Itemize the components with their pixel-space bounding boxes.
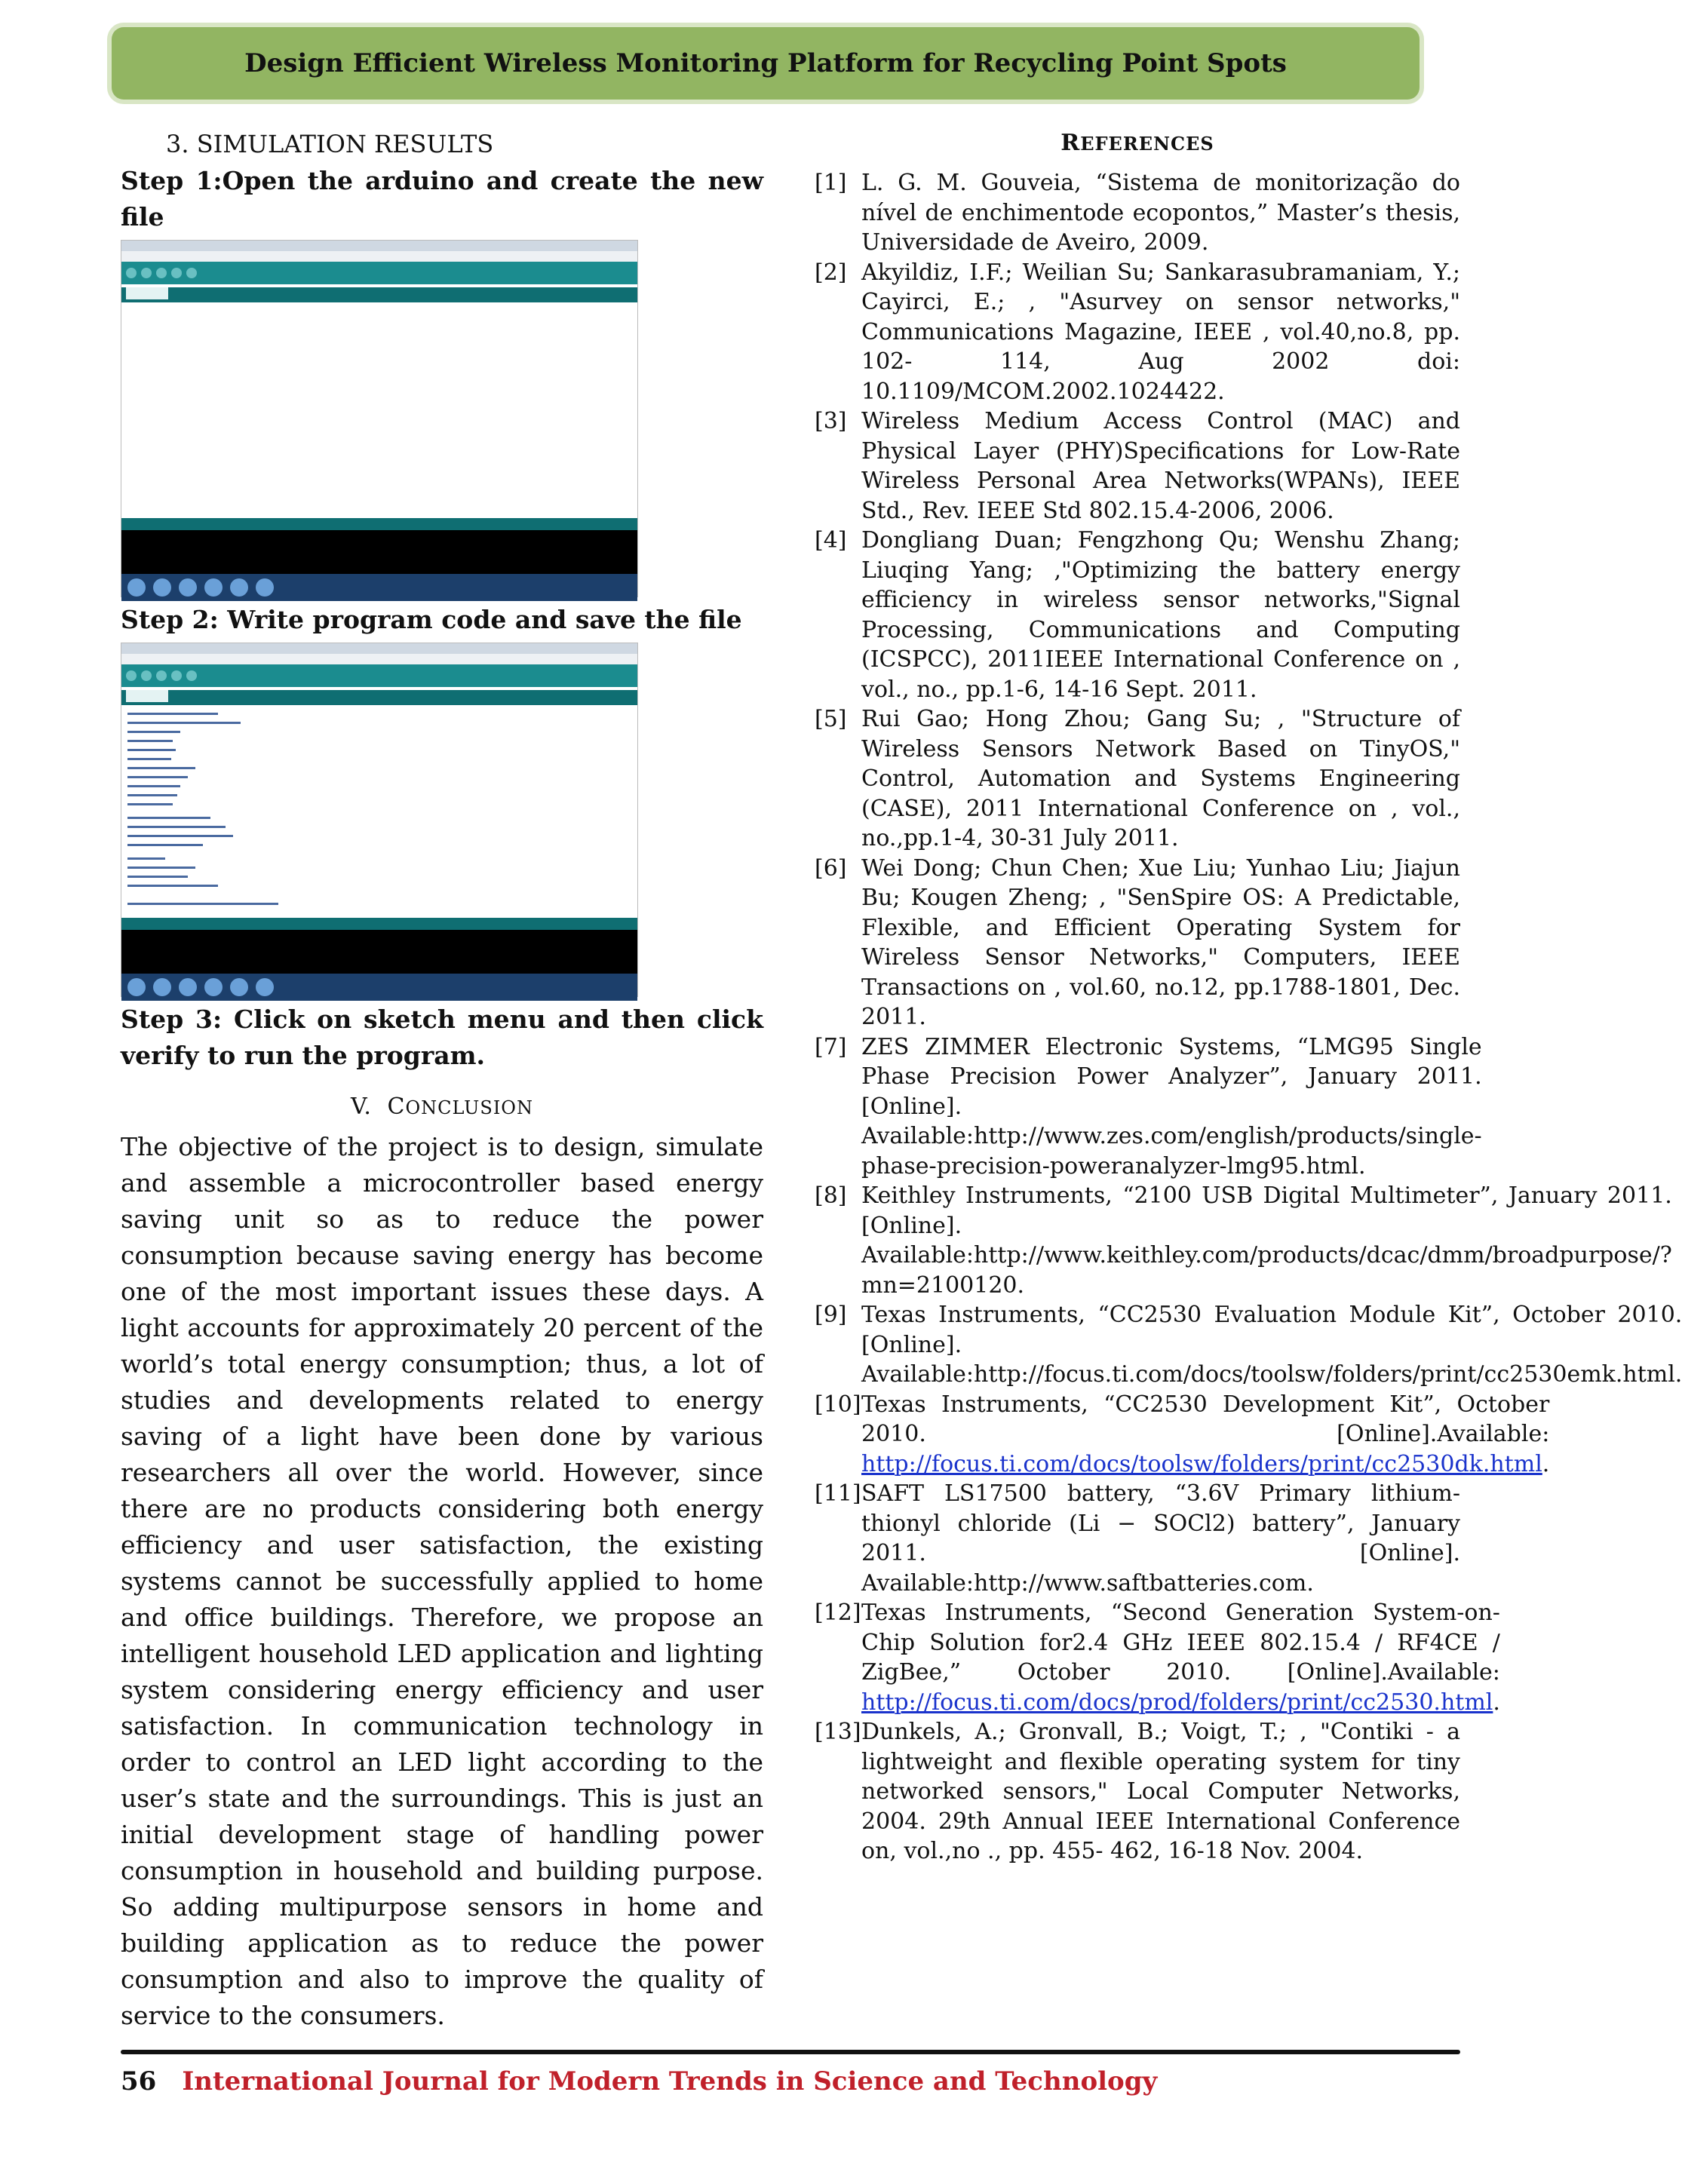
open-icon: [171, 268, 182, 278]
reference-body: Akyildiz, I.F.; Weilian Su; Sankarasubramaniam, Y.; Cayirci, E.; , "Asurvey on sensor networks," Communications Magazine, IEEE , vol.40,no.8, pp. 102- 114, Aug 2002 doi: 10.1109/MCOM.2002.1024422.: [861, 259, 1460, 405]
conclusion-first-letter: C: [387, 1094, 406, 1120]
taskbar-app-icon: [204, 978, 223, 996]
reference-text: [861, 1717, 1460, 1867]
save-icon: [186, 268, 197, 278]
reference-number: [1]: [815, 170, 847, 196]
reference-item: [815, 526, 1460, 704]
code-line: [127, 817, 210, 819]
code-line: [127, 857, 165, 860]
code-line: [127, 903, 278, 905]
step2-caption: Step 2: Write program code and save the file: [121, 605, 742, 634]
taskbar-app-icon: [153, 978, 171, 996]
reference-item: [815, 1717, 1460, 1867]
taskbar-app-icon: [204, 578, 223, 597]
references-heading: [815, 130, 1460, 156]
conclusion-rest: ONCLUSION: [405, 1097, 533, 1118]
reference-body: Dongliang Duan; Fengzhong Qu; Wenshu Zhang; Liuqing Yang; ,"Optimizing the battery energy efficiency in wireless sensor networks,"Signal Processing, Communications and Computing (ICSPCC), 2011IEEE International Conference on , vol., no., pp.1-6, 14-16 Sept. 2011.: [861, 527, 1460, 703]
reference-number: [7]: [815, 1033, 847, 1060]
reference-body: Texas Instruments, “CC2530 Evaluation Module Kit”, October 2010.[Online]. Available:http://focus.ti.com/docs/toolsw/folders/print/cc2530emk.html.: [861, 1302, 1682, 1388]
upload-icon: [141, 268, 152, 278]
reference-item: [815, 1032, 1482, 1182]
arduino-taskbar-icon: [256, 578, 274, 597]
reference-text: [861, 258, 1460, 407]
reference-item: [815, 704, 1460, 854]
journal-name: International Journal for Modern Trends in Science and Technology: [182, 2066, 1158, 2097]
windows-taskbar: [121, 974, 637, 1001]
taskbar-app-icon: [153, 578, 171, 597]
reference-item: [815, 854, 1460, 1032]
taskbar-app-icon: [230, 978, 248, 996]
console-area: [121, 530, 637, 574]
reference-body: Wireless Medium Access Control (MAC) and Physical Layer (PHY)Specifications for Low-Rate Wireless Personal Area Networks(WPANs), IEEE Std., Rev. IEEE Std 802.15.4-2006, 2006.: [861, 408, 1460, 524]
reference-link[interactable]: http://focus.ti.com/docs/toolsw/folders/print/cc2530dk.html: [861, 1450, 1542, 1477]
reference-number: [3]: [815, 408, 847, 434]
code-line: [127, 785, 180, 787]
code-line: [127, 713, 218, 715]
section-title: 3. SIMULATION RESULTS: [166, 130, 494, 158]
console-area: [121, 930, 637, 974]
header-title: Design Efficient Wireless Monitoring Platform for Recycling Point Spots: [244, 48, 1287, 78]
code-line: [127, 731, 180, 733]
reference-number: [5]: [815, 706, 847, 732]
reference-text: [861, 1598, 1500, 1717]
window-titlebar: [121, 643, 637, 654]
menu-bar: [121, 654, 637, 664]
code-editor-filled: [121, 705, 637, 918]
open-icon: [171, 670, 182, 681]
reference-text: [861, 168, 1460, 258]
code-line: [127, 803, 173, 805]
start-icon: [127, 578, 146, 597]
conclusion-heading: [121, 1094, 763, 1120]
reference-body: ZES ZIMMER Electronic Systems, “LMG95 Single Phase Precision Power Analyzer”, January 2011. [Online]. Available:http://www.zes.com/english/products/single-phase-precision-poweranalyzer-lmg95.html.: [861, 1033, 1482, 1179]
footer-rule: [121, 2050, 1460, 2054]
taskbar-app-icon: [179, 978, 197, 996]
code-line: [127, 767, 195, 769]
references-rest: EFERENCES: [1080, 133, 1214, 155]
code-line: [127, 885, 218, 887]
step1-caption: Step 1:Open the arduino and create the new file: [121, 166, 763, 232]
reference-text: [861, 1181, 1672, 1300]
windows-taskbar: [121, 574, 637, 601]
reference-item: [815, 1598, 1500, 1717]
sketch-tabs: [121, 287, 637, 302]
reference-item: [815, 168, 1460, 258]
upload-icon: [141, 670, 152, 681]
reference-body: SAFT LS17500 battery, “3.6V Primary lithium-thionyl chloride (Li − SOCl2) battery”, January 2011. [Online]. Available:http://www.saftbatteries.com.: [861, 1480, 1460, 1597]
code-line: [127, 776, 188, 778]
reference-text: [861, 854, 1460, 1032]
reference-trailing: .: [1493, 1689, 1500, 1716]
reference-item: [815, 1300, 1682, 1390]
reference-item: [815, 406, 1460, 526]
taskbar-app-icon: [230, 578, 248, 597]
reference-body: Texas Instruments, “CC2530 Development Kit”, October 2010. [Online].Available:: [861, 1391, 1550, 1447]
code-line: [127, 867, 195, 869]
reference-number: [4]: [815, 527, 847, 554]
code-line: [127, 722, 241, 724]
reference-number: [6]: [815, 854, 847, 882]
menu-bar: [121, 251, 637, 262]
reference-body: Texas Instruments, “Second Generation System-on-Chip Solution for2.4 GHz IEEE 802.15.4 / RF4CE / ZigBee,” October 2010. [Online].Available:: [861, 1600, 1500, 1686]
reference-text: [861, 1032, 1482, 1182]
sketch-tabs: [121, 690, 637, 705]
reference-body: Wei Dong; Chun Chen; Xue Liu; Yunhao Liu; Jiajun Bu; Kougen Zheng; , "SenSpire OS: A Predictable, Flexible, and Efficient Operating System for Wireless Sensor Networks," Computers, IEEE Transactions on , vol.60, no.12, pp.1788-1801, Dec. 2011.: [861, 854, 1460, 1030]
reference-number: [2]: [815, 259, 847, 286]
screenshot-new-file: [121, 240, 638, 597]
reference-number: [12]: [815, 1600, 861, 1626]
reference-number: [11]: [815, 1480, 861, 1507]
save-icon: [186, 670, 197, 681]
code-line: [127, 758, 171, 760]
code-line: [127, 826, 226, 828]
reference-trailing: .: [1542, 1450, 1550, 1477]
reference-item: [815, 1390, 1550, 1480]
code-editor-empty: [121, 302, 637, 518]
right-column: [815, 130, 1682, 1867]
sketch-tab: [126, 287, 168, 299]
page-number: 56: [121, 2066, 157, 2097]
left-column: [121, 130, 763, 2034]
reference-text: [861, 1390, 1549, 1480]
reference-body: Rui Gao; Hong Zhou; Gang Su; , "Structure of Wireless Sensors Network Based on TinyOS," Control, Automation and Systems Engineering (CASE), 2011 International Conference on , vol., no.,pp.1-4, 30-31 July 2011.: [861, 706, 1460, 851]
page-footer: [121, 2066, 1157, 2097]
conclusion-number: V.: [351, 1094, 372, 1120]
ide-toolbar: [121, 262, 637, 284]
ide-toolbar: [121, 664, 637, 687]
reference-item: [815, 1181, 1672, 1300]
reference-text: [861, 526, 1460, 704]
status-bar: [121, 518, 637, 530]
reference-text: [861, 406, 1460, 526]
code-line: [127, 749, 176, 751]
running-header: [112, 27, 1420, 100]
reference-number: [9]: [815, 1302, 847, 1328]
taskbar-app-icon: [179, 578, 197, 597]
reference-item: [815, 1479, 1460, 1598]
verify-icon: [126, 670, 137, 681]
code-line: [127, 835, 233, 837]
code-line: [127, 844, 203, 846]
conclusion-paragraph: The objective of the project is to design, simulate and assemble a microcontroller based energy saving unit so as to reduce the power consumption because saving energy has become one of the most important issues these days. A light accounts for approximately 20 percent of the world’s total energy consumption; thus, a lot of studies and developments related to energy saving of a light have been done by various researchers all over the world. However, since there are no products considering both energy efficiency and user satisfaction, the existing systems cannot be successfully applied to home and office buildings. Therefore, we propose an intelligent household LED application and lighting system considering energy efficiency and user satisfaction. In communication technology in order to control an LED light according to the user’s state and the surroundings. This is just an initial development stage of handling power consumption in household and building purpose. So adding multipurpose sensors in home and building application as to reduce the power consumption and also to improve the quality of service to the consumers.: [121, 1132, 763, 2030]
code-line: [127, 794, 177, 796]
reference-text: [861, 1479, 1460, 1598]
step3-caption: Step 3: Click on sketch menu and then click verify to run the program.: [121, 1005, 763, 1070]
reference-item: [815, 258, 1460, 407]
reference-body: L. G. M. Gouveia, “Sistema de monitorização do nível de enchimentode ecopontos,” Master’s thesis, Universidade de Aveiro, 2009.: [861, 170, 1460, 256]
reference-text: [861, 704, 1460, 854]
reference-text: [861, 1300, 1682, 1390]
reference-list: [815, 168, 1682, 1867]
code-line: [127, 740, 173, 742]
new-icon: [156, 670, 167, 681]
screenshot-program-code: [121, 643, 638, 997]
sketch-tab: [126, 690, 168, 702]
reference-number: [10]: [815, 1391, 861, 1418]
verify-icon: [126, 268, 137, 278]
reference-number: [8]: [815, 1182, 847, 1209]
code-line: [127, 876, 188, 878]
arduino-taskbar-icon: [256, 978, 274, 996]
window-titlebar: [121, 241, 637, 251]
new-icon: [156, 268, 167, 278]
reference-body: Keithley Instruments, “2100 USB Digital Multimeter”, January 2011.[Online]. Available:http://www.keithley.com/products/dcac/dmm/broadpurpose/?mn=2100120.: [861, 1182, 1672, 1299]
reference-body: Dunkels, A.; Gronvall, B.; Voigt, T.; , "Contiki - a lightweight and flexible operating system for tiny networked sensors," Local Computer Networks, 2004. 29th Annual IEEE International Conference on, vol.,no ., pp. 455- 462, 16-18 Nov. 2004.: [861, 1719, 1460, 1864]
start-icon: [127, 978, 146, 996]
reference-link[interactable]: http://focus.ti.com/docs/prod/folders/print/cc2530.html: [861, 1689, 1493, 1716]
references-first-letter: R: [1060, 130, 1081, 156]
status-bar: [121, 918, 637, 930]
reference-number: [13]: [815, 1719, 861, 1745]
